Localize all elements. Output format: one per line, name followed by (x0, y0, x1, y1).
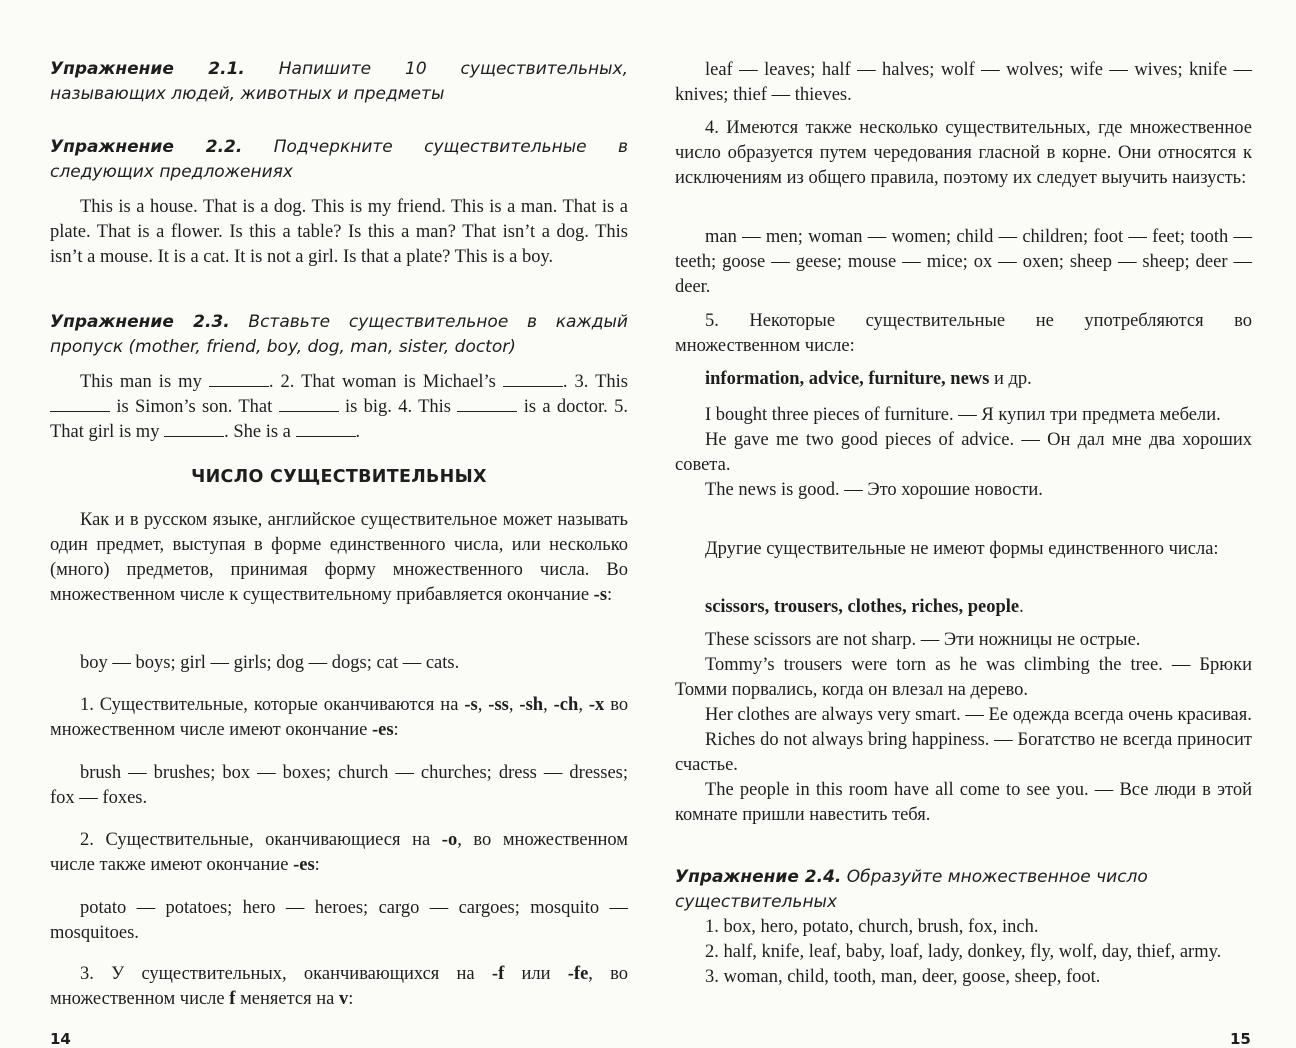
blank-line (457, 397, 517, 412)
sentence-part: is big. 4. This (344, 397, 452, 417)
example-text: These scissors are not sharp. — Эти ножницы не острые. (705, 630, 1141, 650)
intro-text: Как и в русском языке, английское существительное может называть один предмет, выступая в форме единственного числа, или несколько (много) предметов, принимая форму множественного числа. Во множественном числе к существительному прибавляется окончание (50, 510, 628, 605)
example-text: He gave me two good pieces of advice. — Он дал мне два хороших совета. (675, 430, 1252, 475)
suffix: -es (371, 720, 394, 740)
exercise-label: Упражнение 2.4. (675, 867, 842, 887)
page-number: 15 (1230, 1030, 1251, 1048)
rule-4 (675, 116, 1252, 191)
exercise-2-2 (50, 135, 628, 270)
suffix: -ss (488, 695, 509, 715)
suffix: -s (593, 585, 608, 605)
rule-text: и др. (989, 369, 1032, 389)
example-text: Riches do not always bring happiness. — Богатство не всегда приносит счастье. (675, 730, 1252, 775)
exercise-label: Упражнение 2.1. (50, 59, 245, 79)
sentence-part: . She is a (224, 422, 291, 442)
suffix: -s (464, 695, 478, 715)
sentence-part: is a doctor. 5. That girl is my (50, 397, 629, 442)
blank-line (164, 422, 224, 437)
rule-text: Другие существительные не имеют формы единственного числа: (705, 539, 1219, 559)
rule-3-examples (675, 58, 1252, 108)
exercise-task: Подчеркните существительные в следующих предложениях (50, 137, 628, 182)
exercise-2-3 (50, 310, 628, 445)
other-examples (675, 628, 1252, 828)
example-text: man — men; woman — women; child — children; foot — feet; tooth — teeth; goose — geese; mouse — mice; ox — oxen; sheep — sheep; deer — deer. (675, 227, 1252, 297)
letter: v (339, 989, 349, 1009)
suffix: -es (293, 855, 315, 875)
exercise-sentences: This is a house. That is a dog. This is my friend. This is a man. That is a plate. That is a flower. Is this a table? Is this a man? That isn’t a dog. This isn’t a mouse. It is a cat. It is not a girl. Is that a plate? This is a boy. (50, 197, 628, 267)
example-text: The people in this room have all come to see you. — Все люди в этой комнате пришли навестить тебя. (675, 780, 1252, 825)
example-text: brush — brushes; box — boxes; church — churches; dress — dresses; fox — foxes. (50, 763, 628, 808)
rule-text: меняется на (235, 989, 339, 1009)
suffix: -ch (553, 695, 579, 715)
blank-line (279, 397, 339, 412)
rule-2: 2. Существительные, оканчивающиеся на -o, во множественном числе также имеют окончание -es: (50, 830, 628, 875)
blank-line (296, 422, 356, 437)
exercise-item: 3. woman, child, tooth, man, deer, goose, sheep, foot. (705, 967, 1101, 987)
exercise-2-1 (50, 57, 628, 107)
rule-text: , во множественном числе также имеют окончание (50, 830, 628, 875)
blank-line (503, 372, 563, 387)
example-boys (50, 651, 628, 676)
example-text: potato — potatoes; hero — heroes; cargo — cargoes; mosquito — mosquitoes. (50, 898, 628, 943)
exercise-item: 2. half, knife, leaf, baby, loaf, lady, donkey, fly, wolf, day, thief, army. (705, 942, 1222, 962)
rule-text: или (504, 964, 568, 984)
sentence-part: This man is my (80, 372, 202, 392)
rule-2-examples (50, 896, 628, 946)
rule-1: 1. Существительные, которые оканчиваются на -s, -ss, -sh, -ch, -x во множественном числе имеют окончание -es: (50, 695, 629, 740)
punctuation: : (607, 585, 613, 605)
example-text: boy — boys; girl — girls; dog — dogs; cat — cats. (80, 653, 460, 673)
exercise-label: Упражнение 2.2. (50, 137, 243, 157)
rule-text: 1. Существительные, которые оканчиваются на (80, 695, 459, 715)
example-text: I bought three pieces of furniture. — Я купил три предмета мебели. (705, 405, 1221, 425)
example-text: Tommy’s trousers were torn as he was climbing the tree. — Брюки Томми порвались, когда он влезал на дерево. (675, 655, 1252, 700)
example-text: The news is good. — Это хорошие новости. (705, 480, 1043, 500)
rule-5-words (675, 367, 1252, 392)
fill-in-sentences (50, 370, 628, 445)
intro-paragraph (50, 508, 628, 608)
suffix: -fe (567, 964, 589, 984)
suffix: -sh (519, 695, 544, 715)
letter: f (229, 989, 236, 1009)
exercise-2-4 (675, 865, 1252, 990)
blank-line (209, 372, 269, 387)
rule-text: 3. У существительных, оканчивающихся на (80, 964, 475, 984)
sentence-part: . (355, 422, 361, 442)
word-list: information, advice, furniture, news (705, 369, 990, 389)
sentence-part: . 2. That woman is Michael’s (268, 372, 496, 392)
exercise-task: Напишите 10 существительных, называющих людей, животных и предметы (50, 59, 628, 104)
right-page (650, 0, 1296, 1048)
example-text: leaf — leaves; half — halves; wolf — wolves; wife — wives; knife — knives; thief — thieves. (675, 60, 1252, 105)
rule-text: 4. Имеются также несколько существительных, где множественное число образуется путем чередования гласной в корне. Они относятся к исключениям из общего правила, поэтому их следует выучить наизусть: (675, 118, 1252, 188)
rule-text: , во множественном числе (50, 964, 629, 1009)
word-list: scissors, trousers, clothes, riches, people (705, 597, 1020, 617)
other-nouns (675, 537, 1252, 562)
rule-5-examples (675, 403, 1252, 503)
exercise-item: 1. box, hero, potato, church, brush, fox, inch. (705, 917, 1039, 937)
exercise-label: Упражнение 2.3. (50, 312, 230, 332)
other-words (675, 595, 1252, 620)
punctuation: . (1019, 597, 1024, 617)
suffix: -f (491, 964, 505, 984)
rule-4-examples (675, 225, 1252, 300)
rule-text: 5. Некоторые существительные не употребляются во множественном числе: (675, 311, 1252, 356)
rule-5 (675, 309, 1252, 359)
rule-text: во множественном числе имеют окончание (50, 695, 629, 740)
section-heading: ЧИСЛО СУЩЕСТВИТЕЛЬНЫХ (191, 467, 487, 487)
suffix: -o (441, 830, 458, 850)
exercise-task: Образуйте множественное число существительных (675, 867, 1148, 912)
page-number: 14 (50, 1030, 71, 1048)
blank-line (50, 397, 110, 412)
exercise-task: Вставьте существительное в каждый пропуск (mother, friend, boy, dog, man, sister, doctor) (50, 312, 628, 357)
example-text: Her clothes are always very smart. — Ее одежда всегда очень красивая. (705, 705, 1252, 725)
rule-3: 3. У существительных, оканчивающихся на -f или -fe, во множественном числе f меняется на v: (50, 964, 629, 1009)
sentence-part: is Simon’s son. That (116, 397, 273, 417)
rule-text: 2. Существительные, оканчивающиеся на (80, 830, 431, 850)
suffix: -x (588, 695, 605, 715)
rule-1-examples (50, 761, 628, 811)
sentence-part: . 3. This (562, 372, 628, 392)
